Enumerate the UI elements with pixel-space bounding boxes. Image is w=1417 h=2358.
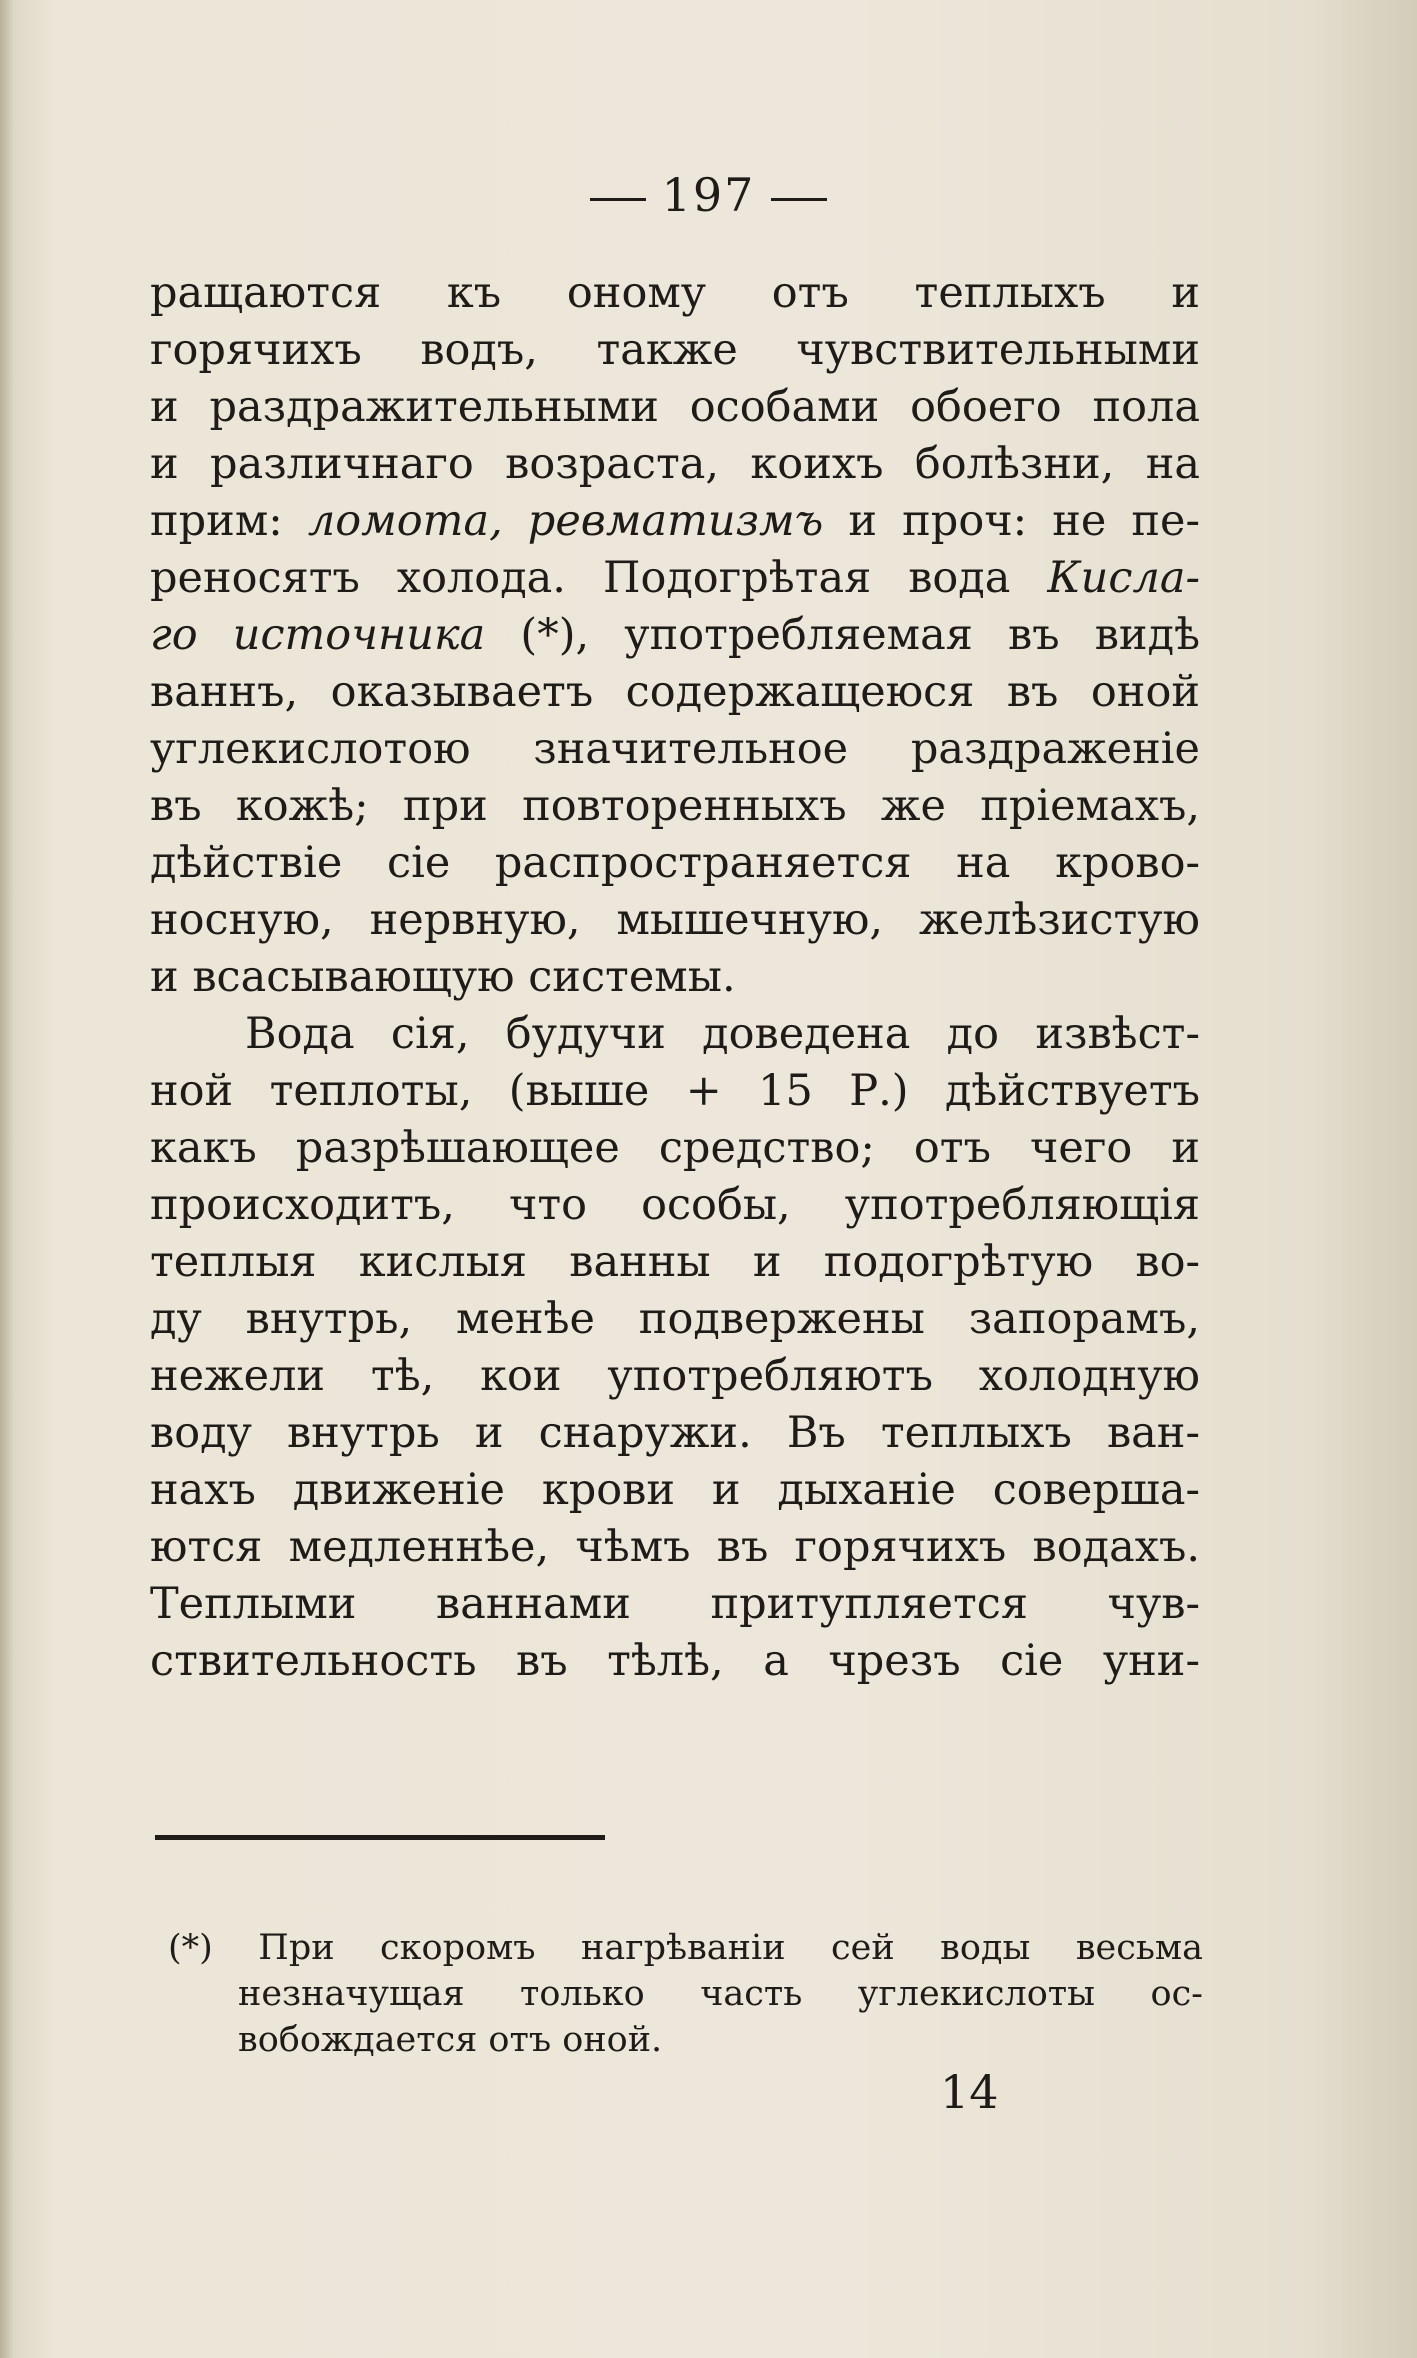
page-header [0, 168, 1417, 222]
text-line: и раздражительными особами обоего пола [150, 382, 1200, 432]
text-line [150, 493, 1200, 550]
text-line: теплыя кислыя ванны и подогрѣтую во- [150, 1237, 1200, 1287]
text-line [150, 607, 1200, 664]
text-segment: (*), употребляемая въ видѣ [520, 610, 1200, 660]
text-line: ращаются къ оному отъ теплыхъ и [150, 268, 1200, 318]
footnote-line: (*) При скоромъ нагрѣваніи сей воды весьма [168, 1928, 1203, 1968]
text-line: ваннъ, оказываетъ содержащеюся въ оной [150, 667, 1200, 717]
text-line [150, 550, 1200, 607]
footnote-line: вобождается отъ оной. [238, 2020, 663, 2060]
text-segment: и проч: не пе- [848, 496, 1200, 546]
text-line: воду внутрь и снаружи. Въ теплыхъ ван- [150, 1408, 1200, 1458]
text-segment: прим: [150, 496, 283, 546]
text-line: ной теплоты, (выше + 15 Р.) дѣйствуетъ [150, 1066, 1200, 1116]
text-line: происходитъ, что особы, употребляющія [150, 1180, 1200, 1230]
header-dash-right [771, 198, 827, 201]
text-line: въ кожѣ; при повторенныхъ же пріемахъ, [150, 781, 1200, 831]
italic-term: ломота, ревматизмъ [307, 496, 824, 546]
italic-term: го источника [150, 610, 486, 660]
text-line: горячихъ водъ, также чувствительными [150, 325, 1200, 375]
footnote [168, 1925, 1203, 2063]
paragraph-2 [150, 1006, 1200, 1690]
text-line: ствительность въ тѣлѣ, а чрезъ сіе уни- [150, 1636, 1200, 1686]
italic-term: Кисла- [1047, 553, 1200, 603]
text-line: ются медленнѣе, чѣмъ въ горячихъ водахъ. [150, 1522, 1200, 1572]
text-line: и различнаго возраста, коихъ болѣзни, на [150, 439, 1200, 489]
text-segment: реносятъ холода. Подогрѣтая вода [150, 553, 1011, 603]
paragraph-1 [150, 265, 1200, 1006]
footnote-line: незначущая только часть углекислоты ос- [238, 1974, 1203, 2014]
page-gutter-shadow [0, 0, 14, 2358]
text-line: Теплыми ваннами притупляется чув- [150, 1579, 1200, 1629]
text-line: носную, нервную, мышечную, желѣзистую [150, 895, 1200, 945]
text-line: Вода сія, будучи доведена до извѣст- [245, 1009, 1200, 1059]
text-line: какъ разрѣшающее средство; отъ чего и [150, 1123, 1200, 1173]
text-line: ду внутрь, менѣе подвержены запорамъ, [150, 1294, 1200, 1344]
text-line: нахъ движеніе крови и дыханіе соверша- [150, 1465, 1200, 1515]
footnote-rule [155, 1835, 605, 1840]
text-line: и всасывающую системы. [150, 952, 736, 1002]
header-dash-left [590, 198, 646, 201]
printer-signature-mark: 14 [940, 2065, 999, 2119]
text-line: нежели тѣ, кои употребляютъ холодную [150, 1351, 1200, 1401]
text-line: дѣйствіе сіе распространяется на крово- [150, 838, 1200, 888]
page-number: 197 [661, 168, 756, 222]
text-line: углекислотою значительное раздраженіе [150, 724, 1200, 774]
main-text [150, 265, 1200, 1690]
